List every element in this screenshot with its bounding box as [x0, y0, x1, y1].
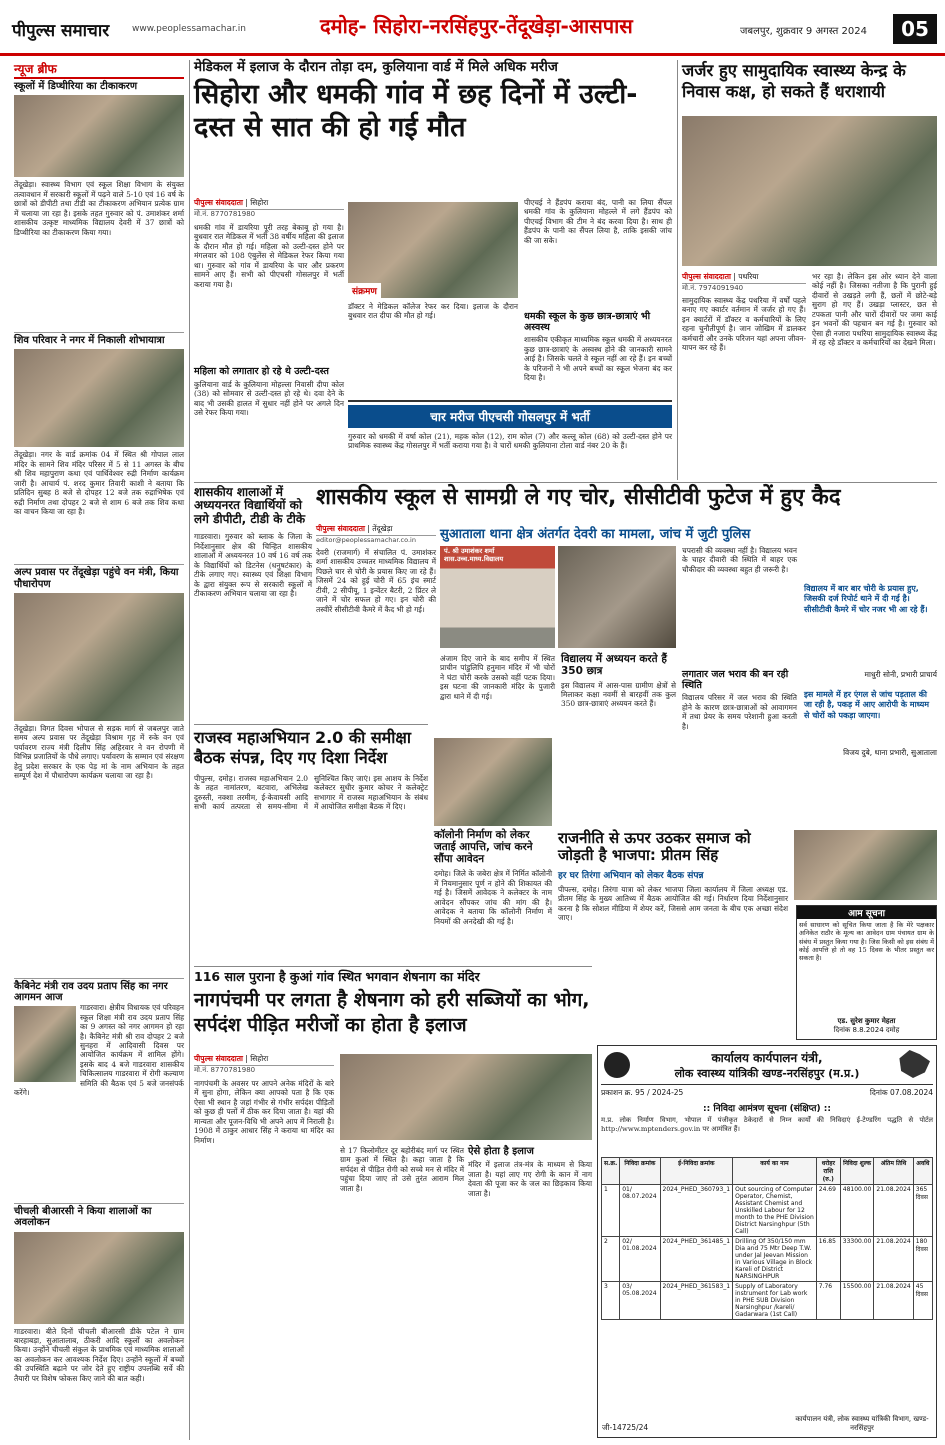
lead-headline: सिहोरा और धमकी गांव में छह दिनों में उल्टी-दस्त से सात की हो गई मौत [194, 79, 638, 144]
quote-police-by: विजय दुबे, थाना प्रभारी, सुआताला [843, 748, 937, 757]
tender-cell: 2024_PHED_361485_1 [660, 1237, 733, 1282]
bjp-text: पीपल्स, दमोह। तिरंगा यात्रा को लेकर भाजपा जिला कार्यालय में जिला अध्यक्ष एड. प्रीतम सिंह के मुख्य आतिथ्य में बैठक आयोजित की गई। निर्धारण दिया निर्देशानुसार करना है कि सोशल मीडिया में शेयर करें, जिससे आम जनता के बीच एक अच्छा संदेश जाए। [558, 884, 791, 922]
tender-header-cell: निविदा क्रमांक [620, 1158, 660, 1185]
lead-subhead-3: धमकी स्कूल के कुछ छात्र-छात्राएं भी अस्वस्थ [524, 311, 651, 333]
theft-photo-school [440, 546, 555, 648]
tender-header-cell: अवधि [913, 1158, 932, 1185]
tender-header-cell: धरोहर राशि (रु.) [816, 1158, 840, 1185]
tender-ref: प्रकाशन क्र. 95 / 2024-25 [601, 1088, 684, 1097]
lead-text-b: कुलियाना वार्ड के कुलियाना मोहल्ला निवासी दीपा कोल (38) को सोमवार से उल्टी-दस्त हो रहे थे। दवा देने के बाद भी उसकी हालत में सुधार नहीं होने पर अगले दिन उसे रेफर किया गया। [194, 379, 347, 418]
colony-story [434, 829, 555, 964]
theft-text-2: अंजाम दिए जाने के बाद समीप में स्थित प्राचीन पांडुलिपि हनुमान मंदिर में भी चोरों ने घंटा चोरी करके उसको वहीं पटक दिया। इस घटना की जानकारी मंदिर के पुजारी द्वारा थाने में दी गई। [440, 654, 558, 701]
photo-caption: संक्रमण [348, 283, 381, 298]
theft-email: editor@peoplessamachar.co.in [316, 536, 416, 544]
brief-item-text: तेंदूखेड़ा। स्वास्थ्य विभाग एवं स्कूल शिक्षा विभाग के संयुक्त तत्वावधान में सरकारी स्कूलों में पढ़ने वाले 5-10 एवं 16 वर्ष के छात्रों को डीपीटी तथा टीडी का टीकाकरण अभियान प्रत्येक ग्राम में चलाया जा रहा है। इसके तहत गुरुवार को पं. उमाशंकर शर्मा शासकीय उत्कृष्ट माध्यमिक विद्यालय देवरी में 37 छात्रों को डिप्थीरिया का टीकाकरण किया गया। [14, 180, 187, 237]
theft-subhead-3: लगातार जल भराव की बन रही स्थिति [682, 669, 789, 691]
tender-cell: 1 [602, 1185, 620, 1237]
brief-photo-shobhayatra [14, 349, 184, 447]
chc-phone: मो.नं. 7974091940 [682, 284, 744, 292]
quote-police: इस मामले में हर एंगल से जांच पड़ताल की जा रही है, पकड़ में आए आरोपी के माध्यम से चोरों को पकड़ा जाएगा। [804, 690, 930, 720]
brief-photo-vaccination [14, 95, 184, 177]
tender-cell: 365 दिवस [913, 1185, 932, 1237]
tender-cell: 21.08.2024 [874, 1282, 913, 1320]
brief-item-title: स्कूलों में डिप्थीरिया का टीकाकरण [14, 81, 138, 92]
tender-cell: 16.85 [816, 1237, 840, 1282]
school-sign: पं. श्री उमाशंकर शर्मा शास.उच्च.माध्य.विद्यालय [444, 547, 504, 563]
lead-box-title: चार मरीज पीएचसी गोसलपुर में भर्ती [348, 405, 672, 428]
lead-text-3b: शासकीय एकीकृत माध्यमिक स्कूल धमकी में अध्ययनरत कुछ छात्र-छात्राएं के अस्वस्थ होने की जानकारी सामने आई है। जिसके चलते वे स्कूल नहीं आ रहे हैं। इन बच्चों के परिजनों ने भी अपने बच्चों का स्कूल भेजना बंद कर दिया है। [524, 335, 675, 383]
horizontal-rule [194, 966, 592, 967]
brief-item-title: शिव परिवार ने नगर में निकाली शोभायात्रा [14, 332, 184, 346]
lead-photo-villagers [348, 202, 518, 298]
brief-item-text: तेंदूखेड़ा। विगत दिवस भोपाल से सड़क मार्ग से जबलपुर जाते समय अल्प प्रवास पर तेंदूखेड़ा विश्राम गृह में रुके वन एवं पर्यावरण राज्य मंत्री दिलीप सिंह अहिरवार ने वन रोपणी में विभिन्न प्रजातियों के पौधे लगाए। पर्यावरण के सम्मान एवं संरक्षण हेतु प्रदेश सरकार के एक पेड़ मां के नाम अभियान के तहत सम्पूर्ण देश में पौधारोपण कार्यक्रम चलाया जा रहा है। [14, 723, 187, 781]
tender-cell: 21.08.2024 [874, 1185, 913, 1237]
theft-text-2b: इस विद्यालय में आस-पास ग्रामीण क्षेत्रों से मिलाकर कक्षा नवमीं से बारहवीं तक कुल 350 छात्र-छात्राएं अध्ययन करते हैं। [561, 680, 679, 709]
theft-headline: शासकीय स्कूल से सामग्री ले गए चोर, सीसीटीवी फुटेज में हुए कैद [316, 485, 841, 510]
nagpanchami-phone: मो.नं. 8770781980 [194, 1066, 256, 1074]
tender-cell: 48100.00 [840, 1185, 874, 1237]
masthead [0, 0, 945, 56]
brief-item-title: अल्प प्रवास पर तेंदूखेड़ा पहुंचे वन मंत्री, किया पौधारोपण [14, 564, 184, 589]
bjp-photo [794, 830, 937, 900]
nagpanchami-text-3: मंदिर में इलाज तंत्र-मंत्र के माध्यम से किया जाता है। यहां लाए गए रोगी के कान में नाग देवता की पूजा कर के जल का छिड़काव किया जाता है। [468, 1160, 595, 1198]
chc-headline: जर्जर हुए सामुदायिक स्वास्थ्य केन्द्र के निवास कक्ष, हो सकते हैं धराशायी [682, 61, 906, 102]
page-number: 05 [893, 14, 937, 44]
brief-item-text: गाडरवारा। बीते दिनों चीचली बीआरसी डीके पटेल ने ग्राम बारहाबड़ा, सुआतालाब, ठीकरी आदि स्कूलों का अवलोकन किया। उन्होंने चीचली संकुल के प्राथमिक एवं माध्यमिक शालाओं का अवलोकन कर आवश्यक निर्देश दिए। उन्होंने स्कूलों में बच्चों की उपस्थिति बढ़ाने पर जोर देते हुए राष्ट्रीय उपलब्धि सर्वे की तैयारी पर विशेष फोकस किए जाने की बात कही। [14, 1326, 187, 1383]
theft-photo-lock [558, 546, 676, 648]
theft-subhead: सुआताला थाना क्षेत्र अंतर्गत देवरी का मामला, जांच में जुटी पुलिस [440, 527, 751, 542]
aam-suchna-title: आम सूचना [797, 906, 936, 919]
tender-header-cell: अंतिम तिथि [874, 1158, 913, 1185]
lead-phone: मो.नं. 8770781980 [194, 210, 256, 218]
aam-suchna-by: एड. सुरेश कुमार मेहता [837, 1017, 896, 1025]
tender-cell: 3 [602, 1282, 620, 1320]
lead-story [194, 59, 675, 500]
colony-text: दमोह। जिले के जबेरा क्षेत्र में निर्मित कॉलोनी में नियमानुसार पूर्ण न होने की शिकायत की गई है। जिसमें आवेदक ने कलेक्टर के नाम आवेदन सौंपकर जांच की मांग की है। आवेदक ने बताया कि कॉलोनी निर्माण में नियमों की अनदेखी की गई है। [434, 869, 555, 926]
brief-item-title: चीचली बीआरसी ने किया शालाओं का अवलोकन [14, 1203, 184, 1228]
lead-kicker: मेडिकल में इलाज के दौरान तोड़ा दम, कुलियाना वार्ड में मिले अधिक मरीज [194, 59, 558, 75]
section-title: दमोह- सिहोरा-नरसिंहपुर-तेंदूखेड़ा-आसपास [320, 14, 633, 38]
tender-table [601, 1157, 933, 1320]
lead-text-3: पीएचई ने हैंडपंप कराया बंद, पानी का लिया सैंपल धमकी गांव के कुलियाना मोहल्ले में लगे हैंडपंप को पीएचई विभाग की टीम ने बंद करवा दिया है। साथ ही हैंडपंप के पानी का सैंपल लिया है, ताकि इसकी जांच की जा सके। [524, 198, 675, 245]
tender-row [602, 1282, 933, 1320]
nagpanchami-col-3 [468, 1146, 595, 1436]
tender-row [602, 1185, 933, 1237]
nagpanchami-photo [340, 1054, 592, 1140]
theft-byline: पीपुल्स संवाददाता | तेंदूखेड़ा [316, 524, 436, 536]
tender-cell: 02/ 01.08.2024 [620, 1237, 660, 1282]
tender-date: दिनांक 07.08.2024 [869, 1088, 933, 1097]
column-divider [189, 60, 190, 1440]
paper-url: www.peoplessamachar.in [132, 24, 246, 34]
vaccine-headline: शासकीय शालाओं में अध्ययनरत विद्यार्थियों को लगे डीपीटी, टीडी के टीके [194, 485, 306, 526]
colony-headline: कॉलोनी निर्माण को लेकर जताई आपत्ति, जांच करने सौंपा आवेदन [434, 829, 533, 865]
lead-box-text: गुरुवार को धमकी में वर्षा कोल (21), महक कोल (12), राम कोल (7) और कल्लू कोल (68) को उल्टी-दस्त होने पर प्राथमिक स्वास्थ्य केंद्र गोसलपुर में भर्ती कराया गया है। वे चारों धमकी कुलियाना टोला वार्ड नंबर 20 के हैं। [348, 432, 675, 451]
bjp-headline: राजनीति से ऊपर उठकर समाज को जोड़ती है भाजपा: प्रीतम सिंह [558, 829, 751, 864]
nagpanchami-text: नागपंचमी के अवसर पर आपने अनेक मंदिरों के बारे में सुना होगा, लेकिन क्या आपको पता है कि एक ऐसा भी स्थान है जहां गंभीर से गंभीर सर्पदंश पीड़ितों को कुछ ही पलों में ठीक कर दिया जाता है। यहां की मान्यता और पूजन-विधि भी अपने आप में निराली है। 1908 में ठाकुर आधार सिंह ने कराया था मंदिर का निर्माण। [194, 1079, 337, 1145]
nagpanchami-text-2: से 17 किलोमीटर दूर बहोरीबंद मार्ग पर स्थित ग्राम कुआं में स्थित है। कहा जाता है कि सर्पदंश से पीड़ित रोगी को सच्चे मन से मंदिर में पहुंचा दिया जाए तो उसे तुरंत आराम मिल जाता है। [340, 1146, 467, 1193]
mahaabhiyan-headline: राजस्व महाअभियान 2.0 की समीक्षा बैठक संपन्न, दिए गए दिशा निर्देश [194, 728, 412, 767]
nagpanchami-kicker: 116 साल पुराना है कुआं गांव स्थित भगवान शेषनाग का मंदिर [194, 969, 480, 984]
aam-suchna-text: सर्व साधारण को सूचित किया जाता है कि मेरे पक्षकार अनिकेत राठौर के मूल्य का आवेदन ग्राम पंचायत ग्राम के संबंध में प्रस्तुत किया गया है। जिस किसी को इस संबंध में कोई आपत्ति हो तो वह 15 दिवस के भीतर प्रस्तुत कर सकता है। [799, 921, 937, 963]
theft-quotes [804, 524, 937, 824]
chc-col-1 [682, 272, 809, 477]
quote-principal-by: माधुरी सोनी, प्रभारी प्राचार्य [864, 670, 937, 679]
aam-suchna [796, 905, 937, 1040]
tender-footer-code: जी-14725/24 [602, 1423, 649, 1432]
tender-cell: 21.08.2024 [874, 1237, 913, 1282]
news-brief-label: न्यूज ब्रीफ [14, 60, 184, 79]
tender-title: कार्यालय कार्यपालन यंत्री, [711, 1051, 823, 1065]
tender-cell: Supply of Laboratory instrument for Lab work in PHE SUB Division Narsinghpur /kareli/ Gadarwara (1st Call) [733, 1282, 817, 1320]
tender-cell: 2024_PHED_360793_1 [660, 1185, 733, 1237]
tender-header-cell: कार्य का नाम [733, 1158, 817, 1185]
theft-text-3: चपरासी की व्यवस्था नहीं है। विद्यालय भवन के चाहर दीवारी की स्थिति में बाहर एक चौकीदार की व्यवस्था बहुत ही जरूरी है। [682, 546, 800, 574]
brief-item-text: गाडरवारा। क्षेत्रीय विधायक एवं परिवहन स्कूल शिक्षा मंत्री राव उदय प्रताप सिंह का 9 अगस्त को नगर आगमन हो रहा है। कैबिनेट मंत्री श्री राव दोपहर 2 बजे सुनहरा में आदिवासी दिवस पर आयोजित कार्यक्रम में शामिल होंगे। इसके बाद 4 बजे गाडरवारा शासकीय चिकित्सालय गाडरवारा में रोगी कल्याण समिति की बैठक एवं 5 बजे जनसंपर्क करेंगे। [14, 1003, 187, 1098]
tender-cell: 7.76 [816, 1282, 840, 1320]
horizontal-rule [194, 482, 937, 483]
tender-cell: 2024_PHED_361583_1 [660, 1282, 733, 1320]
tender-header-cell: निविदा शुल्क [840, 1158, 874, 1185]
tender-cell: Out sourcing of Computer Operator, Chemist, Assistant Chemist and Unskilled Labour for 12 month to the PHE Division District Narsinghpur (5th Call) [733, 1185, 817, 1237]
theft-col-3 [561, 653, 679, 824]
tender-header-cell: ई-निविदा क्रमांक [660, 1158, 733, 1185]
nagpanchami-col-1 [194, 1054, 337, 1440]
tender-cell: 45 दिवस [913, 1282, 932, 1320]
tender-notice [597, 1045, 937, 1438]
lead-photo-text: डॉक्टर ने मेडिकल कॉलेज रेफर कर दिया। इलाज के दौरान बुधवार रात दीपा की मौत हो गई। [348, 302, 521, 321]
vaccine-text: गाडरवारा। गुरुवार को ब्लाक के जिला के निर्देशानुसार क्षेत्र की चिन्हित शासकीय शालाओं में अध्ययनरत 10 वर्ष 16 वर्ष तक के विद्यार्थियों को डिटनेस (धनुषटंकार) के टीके लगाए गए। स्वास्थ्य एवं शिक्षा विभाग के द्वारा संयुक्त रूप से सरकारी स्कूलों में टीकाकरण अभियान चलाया जा रहा है। [194, 532, 315, 599]
brief-photo-plantation [14, 593, 184, 721]
horizontal-rule [194, 724, 428, 725]
lead-byline: पीपुल्स संवाददाता | सिहोरा [194, 198, 344, 210]
tender-cell: 33300.00 [840, 1237, 874, 1282]
tender-emblem-icon [604, 1052, 630, 1078]
mahaabhiyan-text: पीपुल्स, दमोह। राजस्व महाअभियान 2.0 के तहत नामांतरण, बटवारा, अभिलेख दुरुस्ती, नक्शा तरमीम, ई-केवायसी आदि सभी कार्य तत्परता से समय-सीमा में सुनिश्चित किए जाएं। इस आशय के निर्देश कलेक्टर सुधीर कुमार कोचर ने कलेक्ट्रेट सभागार में राजस्व महाअभियान के संबंध में आयोजित समीक्षा बैठक में दिए। [194, 774, 431, 812]
tender-header-cell: स.क्र. [602, 1158, 620, 1185]
nagpanchami-story [194, 969, 595, 1440]
brief-item-title: कैबिनेट मंत्री राव उदय प्रताप सिंह का नगर आगमन आज [14, 978, 184, 1003]
chc-text: सामुदायिक स्वास्थ्य केंद्र पथरिया में वर्षों पहले बनाए गए क्वार्टर वर्तमान में जर्जर हो गए हैं। इन क्वार्टरों में डॉक्टर व कर्मचारियों के लिए रहना चुनौतीपूर्ण है। जान जोखिम में डालकर कर्मचारी और उनके परिजन यहां अपना जीवन-यापन कर रहे हैं। [682, 296, 809, 353]
column-divider [677, 60, 678, 480]
theft-text-1: देवरी (राजमार्ग) में संचालित पं. उमाशंकर शर्मा शासकीय उच्चतर माध्यमिक विद्यालय में पिछले चार से चोरी के प्रयास किए जा रहे हैं। जिसमें 24 को हुई चोरी में 65 इंच स्मार्ट टीवी, 2 सीपीयू, 1 इन्वेंटर बैटरी, 2 प्रिंटर ले जाने में चोर सफल हो गए। इन चोरी की तस्वीरें सीसीटीवी कैमरे में कैद भी हो गई। [316, 548, 439, 614]
tender-cell: 15500.00 [840, 1282, 874, 1320]
tender-subtitle: लोक स्वास्थ्य यांत्रिकी खण्ड-नरसिंहपुर (म.प्र.) [601, 1066, 933, 1085]
theft-subhead-2: विद्यालय में अध्ययन करते हैं 350 छात्र [561, 653, 667, 677]
lead-subhead: महिला को लगातार हो रहे थे उल्टी-दस्त [194, 366, 329, 377]
brief-photo-minister [14, 1006, 76, 1082]
theft-col-4 [682, 546, 800, 824]
tender-notice-title: :: निविदा आमंत्रण सूचना (संक्षिप्त) :: [702, 1104, 831, 1114]
nagpanchami-subhead: ऐसे होता है इलाज [468, 1146, 534, 1157]
colony-photo [434, 738, 552, 826]
paper-logo: पीपुल्स समाचार [12, 21, 110, 41]
tender-cell: 24.69 [816, 1185, 840, 1237]
nagpanchami-byline: पीपुल्स संवाददाता | सिहोरा [194, 1054, 334, 1066]
issue-date: जबलपुर, शुक्रवार 9 अगस्त 2024 [740, 26, 867, 37]
nagpanchami-headline: नागपंचमी पर लगता है शेषनाग को हरी सब्जियों का भोग, सर्पदंश पीड़ित मरीजों का होता है इलाज [194, 989, 590, 1036]
tender-cell: 180 दिवस [913, 1237, 932, 1282]
chc-photo [682, 116, 937, 266]
tender-notice-text: म.प्र. लोक निर्माण विभाग, भोपाल में पंजीकृत ठेकेदारों से निम्न कार्यों की निविदाएं ई-टेण्डरिंग पद्धति से पोर्टल http://www.mptenders.gov.in पर आमंत्रित हैं। [601, 1116, 936, 1133]
chc-story [682, 60, 940, 480]
chc-byline: पीपुल्स संवाददाता | पथरिया [682, 272, 806, 284]
tender-cell: 01/ 08.07.2024 [620, 1185, 660, 1237]
theft-text-3b: विद्यालय परिसर में जल भराव की स्थिति होने के कारण छात्र-छात्राओं को आवागमन में तथा प्रेयर के समय परेशानी हुआ करती है। [682, 693, 800, 731]
chc-text-2: भर रहा है। लेकिन इस ओर ध्यान देने वाला कोई नहीं है। जिसका नतीजा है कि पुरानी हुई दीवारों से उखड़ते लगी हैं, छतों में छोटे-बड़े सुराग हो गए हैं। उखड़ा प्लास्टर, छत से टपकता पानी और चारों दीवारों पर जमा काई इन भवनों की पहचान बन गई है। गुरुवार को ऐसा ही नजारा पथरिया सामुदायिक स्वास्थ्य केंद्र में रह रहे डॉक्टर व कर्मचारियों का देखने मिला। [812, 272, 940, 348]
bjp-subhead: हर घर तिरंगा अभियान को लेकर बैठक संपन्न [558, 870, 704, 881]
aam-suchna-date: दिनांक 8.8.2024 दमोह [833, 1026, 900, 1034]
news-brief-column [14, 60, 187, 1440]
quote-principal: विद्यालय में बार बार चोरी के प्रयास हुए, जिसकी दर्ज रिपोर्ट थाने में दी गई है। सीसीटीवी कैमरे में चोर नजर भी आ रहे हैं। [804, 584, 928, 614]
tender-cell: 03/ 05.08.2024 [620, 1282, 660, 1320]
vaccine-story [194, 485, 315, 722]
lead-col-1 [194, 198, 347, 498]
tender-signatory: कार्यपालन यंत्री, लोक स्वास्थ्य यांत्रिकी विभाग, खण्ड-नरसिंहपुर [795, 1415, 929, 1432]
mahaabhiyan-story [194, 728, 431, 962]
brief-photo-school [14, 1232, 184, 1324]
tender-cell: Drilling Of 350/150 mm Dia and 75 Mtr Deep T.W. under Jal Jeevan Mission in Various Village in Block Kareli of District NARSINGHPUR [733, 1237, 817, 1282]
tender-cell: 2 [602, 1237, 620, 1282]
brief-item-text: तेंदूखेड़ा। नगर के वार्ड क्रमांक 04 में स्थित श्री गोपाल लाल मंदिर के सामने शिव मंदिर परिसर में 5 से 11 अगस्त के बीच श्री शिव महापुराण कथा एवं पार्थिवेश्वर रुद्री निर्माण कार्यक्रम जारी है। आचार्य पं. शरद कुमार तिवारी काशी ने बताया कि प्रतिदिन सुबह 8 बजे से दोपहर 12 बजे तक रुद्राभिषेक एवं रुद्री निर्माण तथा दोपहर 2 बजे से शाम 6 बजे तक शिव कथा का वाचन किया जा रहा है। [14, 450, 187, 517]
lead-text: धमकी गांव में डायरिया पूरी तरह बेकाबू हो गया है। बुधवार रात मेडिकल में भर्ती 38 वर्षीय महिला की इलाज के दौरान मौत हो गई। महिला को उल्टी-दस्त होने पर मंगलवार को 108 एंबुलेंस से मेडिकल रेफर किया गया था। गुरुवार को गांव में डायरिया के चार और प्रकरण सामने आए हैं। सभी को पीएचसी गोसलपुर में भर्ती कराया गया है। [194, 223, 347, 289]
tender-row [602, 1237, 933, 1282]
